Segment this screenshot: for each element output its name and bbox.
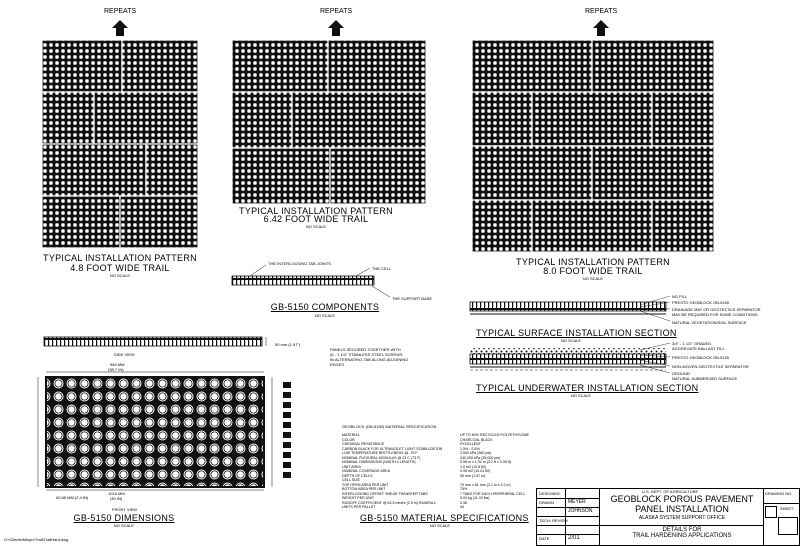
pattern-642-panel (232, 148, 330, 204)
tb-check-label: TECH. REVIEW (539, 518, 568, 523)
repeats-label-right: REPEATS (585, 8, 618, 15)
file-path: O:\Clients\Meyer\Trail\TrailHard.dwg (4, 537, 69, 542)
material-spec-property: CARBON BLACK FOR ULTRAVIOLET LIGHT STABILIZATION (342, 446, 443, 451)
material-spec-property: TOP OPEN AREA PER UNIT (342, 482, 389, 487)
underwater-label-ground: GROUND (672, 371, 690, 376)
pattern-80-panel (472, 200, 532, 252)
title-block-small-box-2 (778, 517, 798, 535)
tb-sub-2: TRAIL HARDENING APPLICATIONS (632, 533, 732, 539)
tab-detail (283, 402, 291, 408)
tb-date-label: DATE (539, 536, 550, 541)
surface-no-scale: NO SCALE (560, 338, 582, 343)
material-spec-value: 75% (460, 487, 468, 491)
dim-small-label: 60.85 MM (2.4 IN) (56, 495, 89, 500)
pattern-48-panel (122, 40, 198, 92)
material-spec-property: RUNOFF COEFFICIENT @ 62.5 mm/hr (2.5 in) RAINFALL (342, 500, 436, 505)
surface-section-title: TYPICAL SURFACE INSTALLATION SECTION (476, 328, 677, 338)
material-spec-row (342, 505, 502, 510)
front-view-label: FRONT VIEW (112, 507, 138, 512)
pattern-642-panel (328, 40, 426, 92)
tb-designed-label: DESIGNED (539, 491, 560, 496)
pattern-642-caption-2: 6.42 FOOT WIDE TRAIL (263, 214, 369, 224)
pattern-48-panel (42, 196, 120, 248)
material-spec-value: 5.04 kg (11.02 lbs) (460, 496, 490, 500)
pattern-80-panel (532, 92, 652, 146)
pattern-48-caption-1: TYPICAL INSTALLATION PATTERN (43, 253, 197, 263)
pattern-642-panel (232, 92, 292, 148)
leader-base (372, 286, 390, 297)
tab-detail (283, 382, 291, 388)
material-spec-property: NOMINAL COVERAGE AREA (342, 469, 391, 473)
pattern-80-no-scale: NO SCALE (582, 276, 604, 281)
pattern-642-panel (292, 92, 426, 148)
pattern-642-panel (232, 40, 328, 92)
dimensions-no-scale: NO SCALE (113, 523, 135, 528)
side-view-label: SIDE VIEW (114, 352, 135, 357)
panel-note-1: PANELS SECURED TOGETHER WITH (330, 347, 401, 352)
material-spec-property: WEIGHT PER UNIT (342, 496, 375, 500)
material-spec-property: BOTTOM AREA PER UNIT (342, 487, 386, 491)
pattern-80-panel (592, 146, 714, 200)
components-label-cell: THE CELL (372, 266, 392, 271)
material-spec-property: MATERIAL (342, 433, 360, 437)
repeats-arrow-middle (328, 20, 344, 36)
side-view-strip (44, 337, 262, 346)
material-no-scale: NO SCALE (429, 523, 451, 528)
tab-detail (283, 452, 291, 458)
material-spec-value: 50 mm (1.97 in) (460, 473, 486, 478)
tb-drawn-by: JOHNSON (568, 508, 593, 514)
pattern-80-panel (472, 92, 532, 146)
panel-note-4: EDGES (330, 362, 345, 367)
material-spec-value: 0.98 m x 1.02 m (3.2 ft x 3.35 ft) (460, 460, 511, 464)
tb-date: 2/01 (568, 535, 580, 541)
material-spec-value: 0.95 m2 (10.24 ft2) (460, 469, 491, 473)
pattern-80-caption-2: 8.0 FOOT WIDE TRAIL (543, 266, 643, 276)
repeats-label-left: REPEATS (104, 8, 137, 15)
material-spec-property: UNITS PER PALLET (342, 505, 376, 509)
title-block-small-box-1 (765, 506, 777, 518)
material-spec-value: 44 (460, 505, 464, 509)
pattern-80-panel (532, 200, 652, 252)
tab-detail (283, 432, 291, 438)
tab-detail (283, 462, 291, 468)
underwater-label-aggregate-1: 3/4" - 1 1/2" GRADED (672, 341, 712, 346)
pattern-80-panel (652, 200, 714, 252)
material-spec-value: 79 mm x 81 mm (3.1 in x 3.2 in) (460, 482, 511, 487)
tab-detail (283, 472, 291, 478)
dim-bottom-2: (40 IN) (110, 496, 123, 501)
components-label-tab: THE INTERLOCKING TAB JOINTS (268, 261, 331, 266)
dim-bottom-1: 1016 MM (108, 491, 125, 496)
surface-label-geoblock: PRESTO GEOBLOCK GB-5150 (672, 300, 730, 305)
dimensions-title: GB-5150 DIMENSIONS (73, 513, 175, 523)
pattern-642-caption-1: TYPICAL INSTALLATION PATTERN (239, 206, 393, 216)
pattern-80-caption-1: TYPICAL INSTALLATION PATTERN (516, 257, 670, 267)
underwater-label-geoblock: PRESTO GEOBLOCK GB-5150 (672, 355, 730, 360)
pattern-48-caption-2: 4.8 FOOT WIDE TRAIL (70, 263, 170, 273)
material-spec-value: 0.36 (460, 500, 467, 505)
tb-title-2: PANEL INSTALLATION (635, 504, 729, 514)
tb-designed-by: MEYER (568, 499, 586, 505)
tb-drawing-no-label: DRAWING NO. (765, 491, 793, 496)
underwater-aggregate (470, 348, 666, 354)
underwater-section-strip (470, 354, 666, 364)
front-view-panel (46, 377, 264, 487)
tb-title-1: GEOBLOCK POROUS PAVEMENT (610, 494, 754, 504)
pattern-642-no-scale: NO SCALE (305, 224, 327, 229)
tab-detail (283, 442, 291, 448)
repeats-arrow-left (112, 20, 128, 36)
components-label-base: THE SUPPORT BASE (392, 296, 433, 301)
pattern-80-panel (592, 40, 714, 92)
material-spec-value: 240,000 kPa (35,000 psi) (460, 455, 501, 460)
tab-detail (283, 412, 291, 418)
material-spec-value: UP TO 60% RECYCLED POLYETHYLENE (460, 433, 529, 437)
repeats-label-middle: REPEATS (320, 8, 353, 15)
underwater-label-geotextile: NON-WOVEN GEOTEXTILE SEPARATOR (672, 364, 749, 369)
pattern-48-panel (120, 196, 198, 248)
underwater-section-title: TYPICAL UNDERWATER INSTALLATION SECTION (476, 383, 699, 393)
pattern-48-panel (42, 40, 122, 92)
dim-top-1: 984 MM (110, 362, 125, 367)
tb-drawn-label: DRAWN (539, 500, 554, 505)
material-spec-value: EXCELLENT (460, 442, 481, 446)
tb-office: ALASKA SYSTEM SUPPORT OFFICE (638, 515, 726, 521)
material-spec-property: NOMINAL FLEXURAL MODULUS @ 23 C (73 F) (342, 455, 421, 460)
material-spec-property: COLOR (342, 437, 355, 442)
title-block (536, 488, 800, 546)
material-spec-value: 1.5% - 2.5% (460, 446, 480, 451)
side-dimension-label: 50 mm (1.97") (275, 342, 301, 347)
material-spec-property: LOW TEMPERATURE BRITTLENESS @ -70 F (342, 451, 418, 455)
material-spec-property: DEPTH OF CELLS (342, 473, 373, 478)
underwater-label-aggregate-2: AGGREGATE BALLAST FILL (672, 346, 725, 351)
tb-sub-1: DETAILS FOR (662, 527, 702, 533)
underwater-no-scale: NO SCALE (570, 393, 592, 398)
material-spec-property: UNIT AREA (342, 464, 361, 469)
pattern-642-panel (330, 148, 426, 204)
leader-cell (356, 268, 370, 276)
pattern-80-panel (652, 92, 714, 146)
material-spec-value: CHARCOAL BLACK (460, 437, 493, 442)
pattern-48-panel (42, 92, 94, 144)
surface-section-strip (470, 302, 666, 311)
pattern-80-panel (472, 40, 592, 92)
material-spec-value: 1.0 m2 (10.8 ft2) (460, 464, 487, 469)
surface-label-drainage-1: DRAINAGE MAT OR GEOTEXTILE SEPARATOR (672, 307, 761, 312)
tab-detail (283, 392, 291, 398)
material-spec-header: GEOBLOCK (GB-5150) MATERIAL SPECIFICATION (342, 424, 437, 429)
pattern-48-panel (146, 144, 198, 196)
tb-sheet-label: SHEET (780, 506, 794, 511)
surface-label-drainage-2: MAY BE REQUIRED FOR SOME CONDITIONS (672, 312, 758, 317)
surface-label-natural: NATURAL VEGETATION/SOIL SURFACE (672, 320, 747, 325)
tab-detail (283, 422, 291, 428)
pattern-48-panel (42, 144, 146, 196)
underwater-label-submerged: NATURAL SUBMERGED SURFACE (672, 376, 738, 381)
pattern-80-panel (472, 146, 592, 200)
components-no-scale: NO SCALE (314, 313, 336, 318)
tb-dept: U.S. DEPT. OF AGRICULTURE (642, 489, 699, 494)
panel-note-2: (6 - 1 1/4" STAINLESS STEEL SCREWS (330, 352, 403, 357)
leader-tab (250, 265, 266, 276)
material-spec-property: CELL SIZE (342, 478, 360, 482)
material-spec-property: CHEMICAL RESISTANCE (342, 442, 385, 446)
components-title: GB-5150 COMPONENTS (270, 302, 380, 312)
repeats-arrow-right (593, 20, 609, 36)
material-spec-property: INTERLOCKING OFFSET SHEAR TRANSFER TABS (342, 491, 428, 496)
components-section-strip (232, 276, 374, 285)
material-spec-table (342, 433, 529, 510)
material-spec-value: 7 TABS FOR EACH PERIPHERAL CELL (460, 491, 526, 496)
surface-leader (640, 311, 670, 321)
dim-top-2: (38.7 IN) (108, 367, 124, 372)
pattern-48-panel (94, 92, 198, 144)
panel-note-3: IN ALTERNATING TAB ALONG ADJOINING (330, 357, 409, 362)
material-spec-property: NOMINAL DIMENSIONS (WIDTH x LENGTH) (342, 460, 416, 464)
material-title: GB-5150 MATERIAL SPECIFICATIONS (360, 513, 529, 523)
material-spec-value: 2,500 kPa (360 psi) (460, 451, 492, 455)
pattern-48-no-scale: NO SCALE (109, 273, 131, 278)
surface-label-fill: NO FILL (672, 294, 688, 299)
underwater-leader (640, 365, 670, 373)
